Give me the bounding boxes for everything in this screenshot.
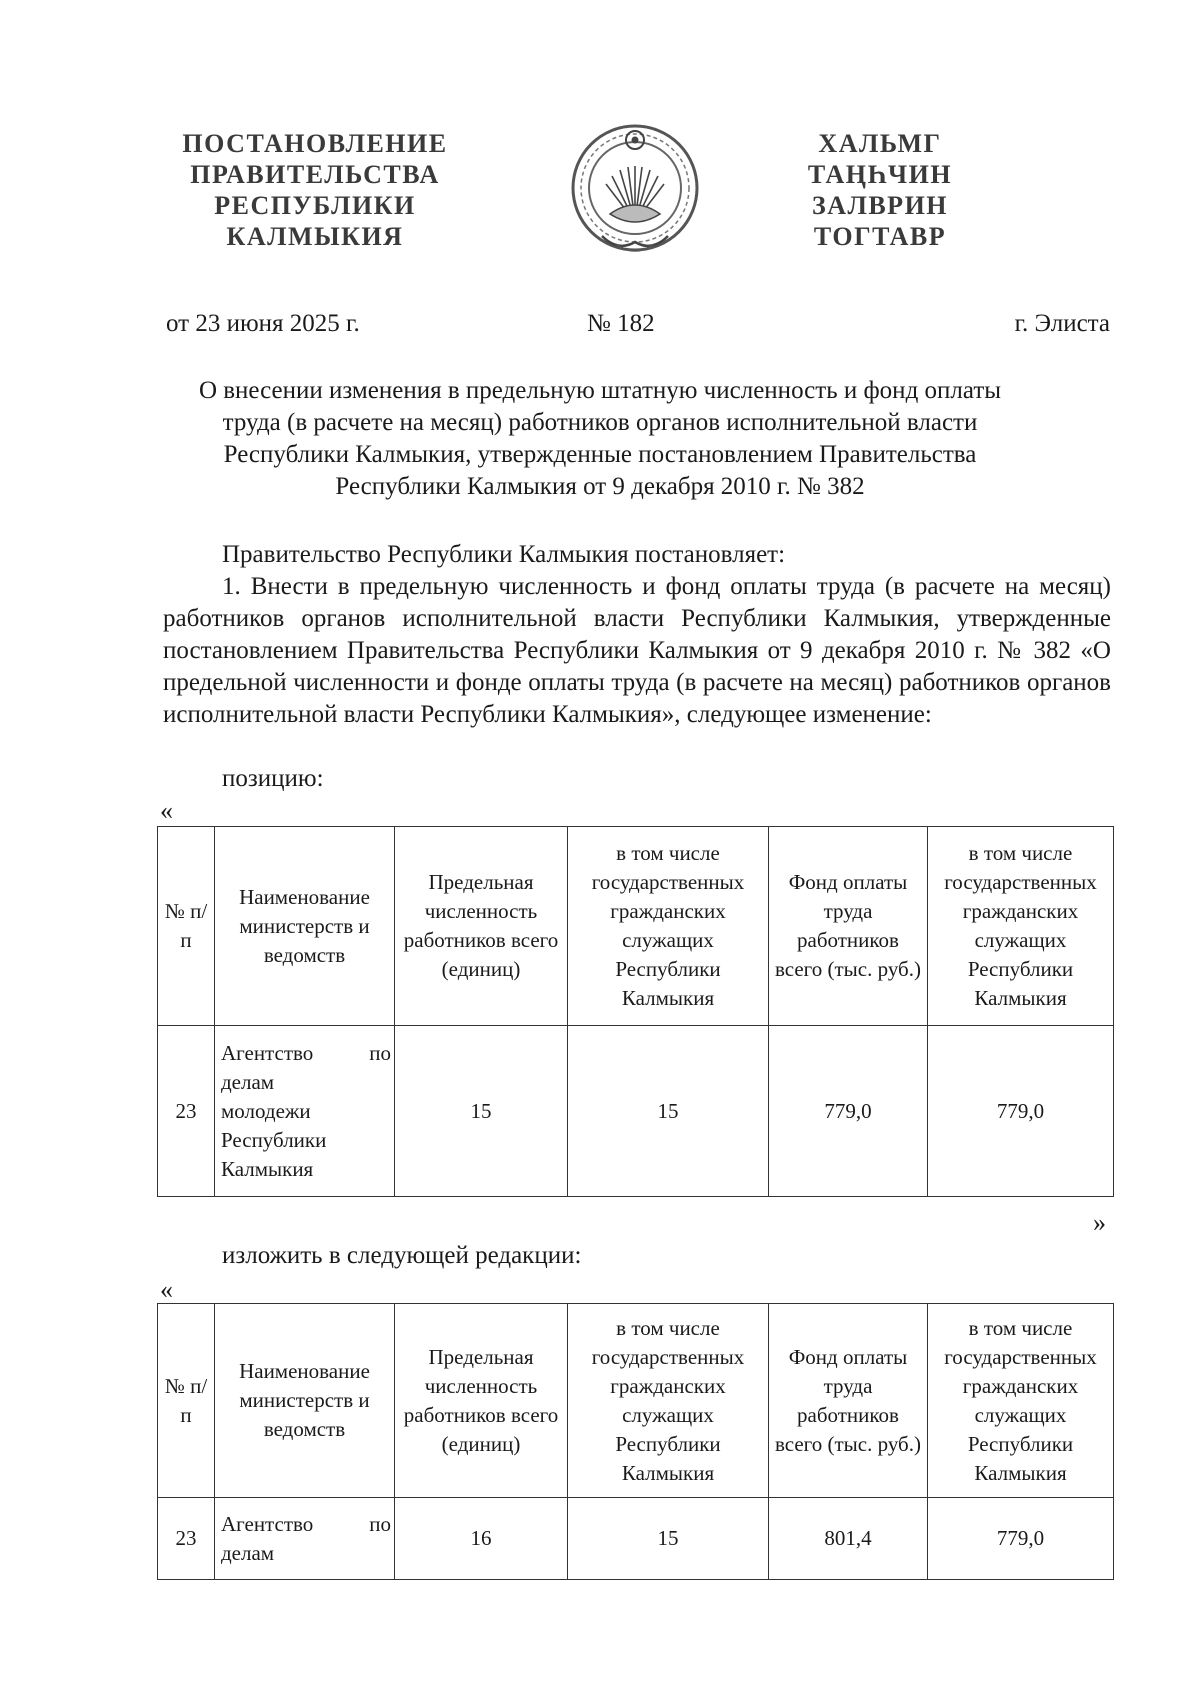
header-limit: Предельная численность работников всего (единиц) [395,1304,568,1498]
header-left-line: РЕСПУБЛИКИ [214,191,416,220]
header-left-line: ПОСТАНОВЛЕНИЕ [182,129,448,158]
cell-num: 23 [158,1498,215,1580]
open-quote-2: « [160,1275,173,1304]
cell-name [215,1026,395,1197]
header-num: № п/п [158,827,215,1026]
header-right-line: ЗАЛВРИН [811,191,949,220]
header-civil: в том числе государственных гражданских служащих Республики Калмыкия [568,1304,769,1498]
coat-of-arms-emblem [566,118,704,260]
title-line: труда (в расчете на месяц) работников органов исполнительной власти [222,409,978,436]
document-city: г. Элиста [1014,310,1110,337]
new-position-table [157,1303,1114,1580]
cell-civil: 15 [568,1498,769,1580]
table-header-row [158,1304,1114,1498]
position-label: позицию: [222,765,324,792]
header-fund: Фонд оплаты труда работников всего (тыс. руб.) [769,1304,928,1498]
cell-name-word: Агентство [221,1040,314,1065]
header-limit: Предельная численность работников всего (единиц) [395,827,568,1026]
preamble: Правительство Республики Калмыкия постановляет: [222,541,786,568]
header-fund: Фонд оплаты труда работников всего (тыс. руб.) [769,827,928,1026]
header-right-line: ХАЛЬМГ [818,129,942,158]
title-line: Республики Калмыкия, утвержденные постановлением Правительства [223,441,977,468]
header-num: № п/п [158,1304,215,1498]
cell-limit: 16 [395,1498,568,1580]
cell-name-rest: делам [221,1540,275,1565]
open-quote-1: « [160,796,173,825]
table-header-row [158,827,1114,1026]
header-right-line: ТОГТАВР [813,222,947,251]
paragraph-1 [163,571,1111,731]
cell-limit: 15 [395,1026,568,1197]
cell-name-word: по [369,1040,391,1065]
cell-name-word: по [369,1511,391,1536]
cell-fund-civil: 779,0 [928,1498,1114,1580]
document-number: № 182 [587,310,655,337]
title-line: Республики Калмыкия от 9 декабря 2010 г. № 382 [335,473,865,500]
document-date: от 23 июня 2025 г. [166,310,360,337]
cell-civil: 15 [568,1026,769,1197]
title-line: О внесении изменения в предельную штатную численность и фонд оплаты [198,377,1002,404]
old-position-table [157,826,1114,1197]
cell-fund-civil: 779,0 [928,1026,1114,1197]
cell-num: 23 [158,1026,215,1197]
close-quote-1: » [1093,1208,1106,1237]
header-right-title [760,128,1000,252]
header-fund-civil: в том числе государственных гражданских служащих Республики Калмыкия [928,1304,1114,1498]
header-name: Наименование министерств и ведомств [215,827,395,1026]
cell-name [215,1498,395,1580]
document-title [130,375,1070,503]
paragraph-1-text: 1. Внести в предельную численность и фонд оплаты труда (в расчете на месяц) работников органов исполнительной власти Республики Калмыкия, утвержденные постановлением Правительства Республики Калмыкия от 9 декабря 2010 г. № 382 «О предельной численности и фонде оплаты труда (в расчете на месяц) работников органов исполнительной власти Республики Калмыкия», следующее изменение: [163,573,1111,728]
header-left-title [165,128,465,252]
header-name: Наименование министерств и ведомств [215,1304,395,1498]
header-fund-civil: в том числе государственных гражданских служащих Республики Калмыкия [928,827,1114,1026]
header-left-line: КАЛМЫКИЯ [226,222,404,251]
cell-fund: 779,0 [769,1026,928,1197]
replace-label: изложить в следующей редакции: [222,1242,582,1269]
header-civil: в том числе государственных гражданских служащих Республики Калмыкия [568,827,769,1026]
emblem-icon [566,118,704,260]
cell-name-word: Агентство [221,1511,314,1536]
header-right-line: ТАҢҺЧИН [807,160,953,189]
table-row [158,1026,1114,1197]
cell-name-rest: делам молодежи Республики Калмыкия [221,1069,327,1181]
cell-fund: 801,4 [769,1498,928,1580]
table-row [158,1498,1114,1580]
header-left-line: ПРАВИТЕЛЬСТВА [190,160,440,189]
